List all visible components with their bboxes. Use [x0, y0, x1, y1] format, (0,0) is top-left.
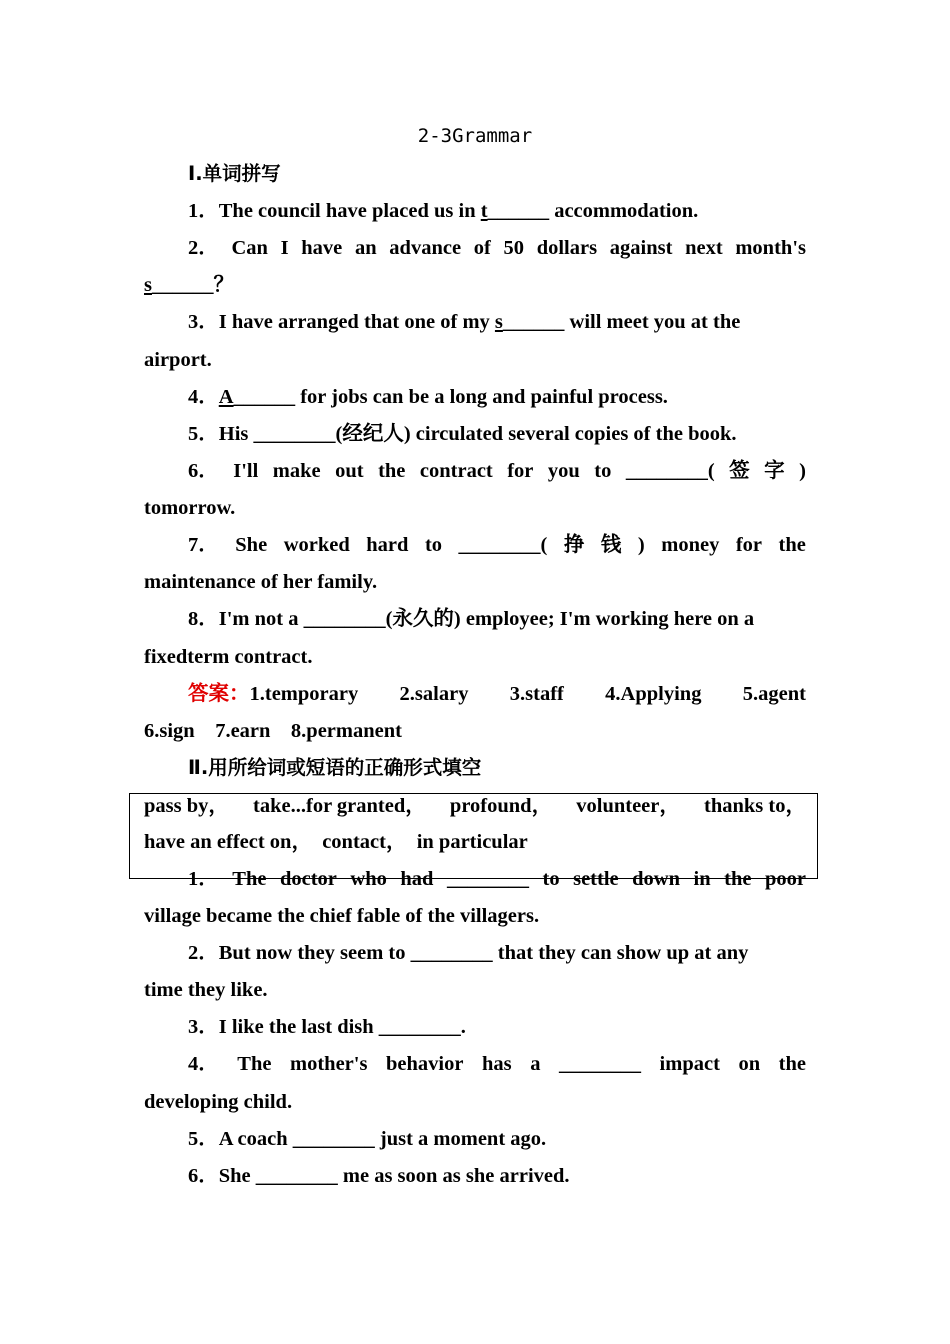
question-2-1-cont: village became the chief fable of the villagers.: [144, 905, 540, 927]
question-2-1: 1． The doctor who had ________ to settle down in the poor: [188, 868, 806, 890]
question-1-2-cont: s______？: [144, 274, 234, 296]
question-2-2-cont: time they like.: [144, 979, 268, 1001]
question-2-6: 6．She ________ me as soon as she arrived.: [188, 1165, 570, 1187]
question-1-7: 7． She worked hard to ________( 挣 钱 ) money for the: [188, 534, 806, 556]
question-1-4: 4．A______ for jobs can be a long and painful process.: [188, 386, 668, 408]
question-2-3: 3．I like the last dish ________.: [188, 1016, 466, 1038]
question-1-8-cont: fixedterm contract.: [144, 646, 313, 668]
question-1-7-cont: maintenance of her family.: [144, 571, 378, 593]
question-1-8: 8．I'm not a ________(永久的) employee; I'm working here on a: [188, 608, 755, 630]
question-1-2: 2． Can I have an advance of 50 dollars against next month's: [188, 237, 806, 259]
answer-key-line-2: 6.sign 7.earn 8.permanent: [144, 720, 402, 742]
question-1-5: 5．His ________(经纪人) circulated several copies of the book.: [188, 423, 737, 445]
question-1-6-cont: tomorrow.: [144, 497, 236, 519]
question-2-2: 2．But now they seem to ________ that they can show up at any: [188, 942, 749, 964]
question-2-4-cont: developing child.: [144, 1091, 293, 1113]
word-bank-line-2: have an effect on， contact， in particular: [144, 831, 528, 853]
question-1-6: 6． I'll make out the contract for you to ________( 签 字 ): [188, 460, 806, 482]
page-title: 2-3Grammar: [417, 125, 533, 147]
section-2-heading: Ⅱ.用所给词或短语的正确形式填空: [188, 756, 482, 779]
question-1-3-cont: airport.: [144, 349, 212, 371]
question-2-4: 4． The mother's behavior has a ________ impact on the: [188, 1053, 806, 1075]
section-1-heading: Ⅰ.单词拼写: [188, 162, 281, 185]
word-bank-line-1: pass by， take...for granted， profound， volunteer， thanks to，: [144, 795, 806, 817]
question-1-1: 1．The council have placed us in t______ accommodation.: [188, 200, 699, 222]
answer-label: 答案：: [188, 683, 250, 705]
question-1-3: 3．I have arranged that one of my s______ will meet you at the: [188, 311, 741, 333]
question-2-5: 5．A coach ________ just a moment ago.: [188, 1128, 547, 1150]
answer-key-line-1: 答案：1.temporary 2.salary 3.staff 4.Applying 5.agent: [188, 683, 806, 705]
